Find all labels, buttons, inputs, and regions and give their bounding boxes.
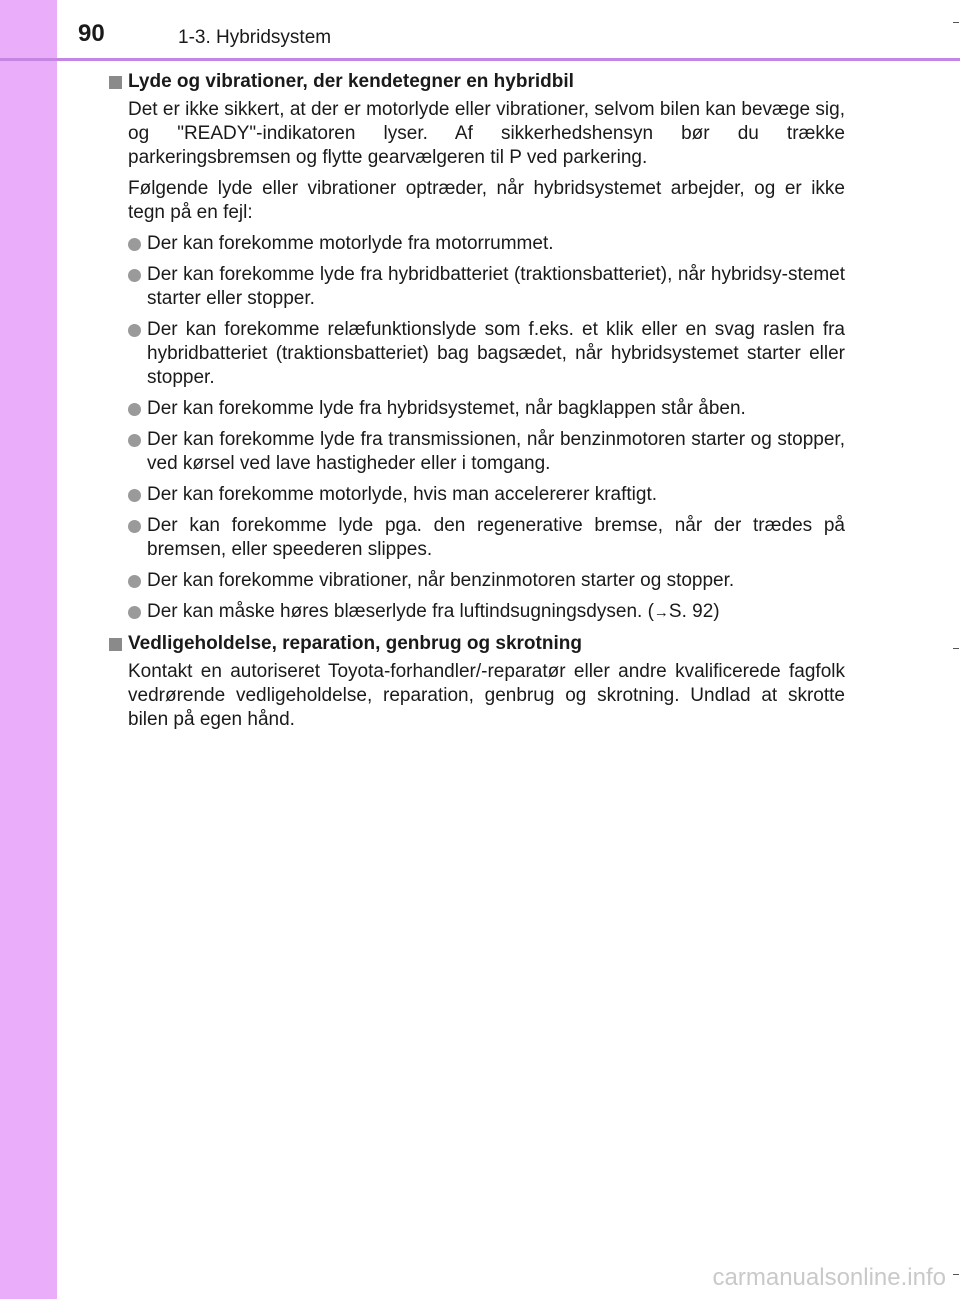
page-number: 90 [78, 20, 105, 47]
page-reference-link[interactable]: S. 92) [668, 601, 720, 622]
circle-bullet-icon [128, 269, 141, 282]
crop-mark [953, 1274, 959, 1275]
square-bullet-icon [109, 638, 122, 651]
list-item-text: Der kan forekomme lyde pga. den regenerative bremse, når der trædes på bremsen, eller speederen slippes. [147, 515, 845, 560]
list-item [128, 514, 845, 562]
list-item-text: Der kan forekomme lyde fra hybridsystemet, når bagklappen står åben. [147, 398, 746, 419]
list-item [128, 483, 845, 507]
page-content [109, 70, 845, 739]
watermark: carmanualsonline.info [712, 1264, 946, 1291]
list-item [128, 397, 845, 421]
heading-text: Vedligeholdelse, reparation, genbrug og skrotning [128, 633, 582, 654]
list-item [128, 428, 845, 476]
section-heading [109, 70, 845, 94]
side-color-band [0, 0, 57, 1299]
paragraph: Følgende lyde eller vibrationer optræder, når hybridsystemet arbejder, og er ikke tegn på en fejl: [128, 178, 845, 223]
heading-text: Lyde og vibrationer, der kendetegner en hybridbil [128, 71, 574, 92]
list-item-text: Der kan forekomme vibrationer, når benzinmotoren starter og stopper. [147, 570, 735, 591]
list-item [128, 318, 845, 390]
circle-bullet-icon [128, 238, 141, 251]
circle-bullet-icon [128, 434, 141, 447]
paragraph: Kontakt en autoriseret Toyota-forhandler/-reparatør eller andre kvalificerede fagfolk vedrørende vedligeholdelse, reparation, genbrug og skrotning. Undlad at skrotte bilen på egen hånd. [128, 661, 845, 730]
circle-bullet-icon [128, 575, 141, 588]
list-item-text: Der kan forekomme relæfunktionslyde som f.eks. et klik eller en svag raslen fra hybridbatteriet (traktionsbatteriet) bag bagsædet, når hybridsystemet starter eller stopper. [147, 319, 845, 388]
list-item-text: Der kan forekomme motorlyde, hvis man accelererer kraftigt. [147, 484, 658, 505]
list-item-text [147, 600, 845, 625]
list-item [128, 263, 845, 311]
right-arrow-icon: → [653, 604, 669, 621]
list-item [128, 600, 845, 625]
circle-bullet-icon [128, 324, 141, 337]
square-bullet-icon [109, 76, 122, 89]
list-item-text-start: Der kan måske høres blæserlyde fra luftindsugningsdysen. ( [147, 601, 654, 622]
paragraph: Det er ikke sikkert, at der er motorlyde eller vibrationer, selvom bilen kan bevæge sig, og "READY"-indikatoren lyser. Af sikkerhedshensyn bør du trække parkeringsbremsen og flytte gearvælgeren til P ved parkering. [128, 99, 845, 168]
list-item [128, 569, 845, 593]
crop-mark [953, 22, 959, 23]
list-item-text: Der kan forekomme motorlyde fra motorrummet. [147, 233, 554, 254]
crop-mark [953, 648, 959, 649]
header-rule [0, 58, 960, 61]
list-item [128, 232, 845, 256]
circle-bullet-icon [128, 489, 141, 502]
circle-bullet-icon [128, 606, 141, 619]
section-heading [109, 632, 845, 656]
circle-bullet-icon [128, 520, 141, 533]
circle-bullet-icon [128, 403, 141, 416]
list-item-text: Der kan forekomme lyde fra transmissionen, når benzinmotoren starter og stopper, ved kørsel ved lave hastigheder eller i tomgang. [147, 429, 845, 474]
section-title: 1-3. Hybridsystem [178, 27, 332, 48]
list-item-text: Der kan forekomme lyde fra hybridbatteriet (traktionsbatteriet), når hybridsy-stemet starter eller stopper. [147, 264, 845, 309]
